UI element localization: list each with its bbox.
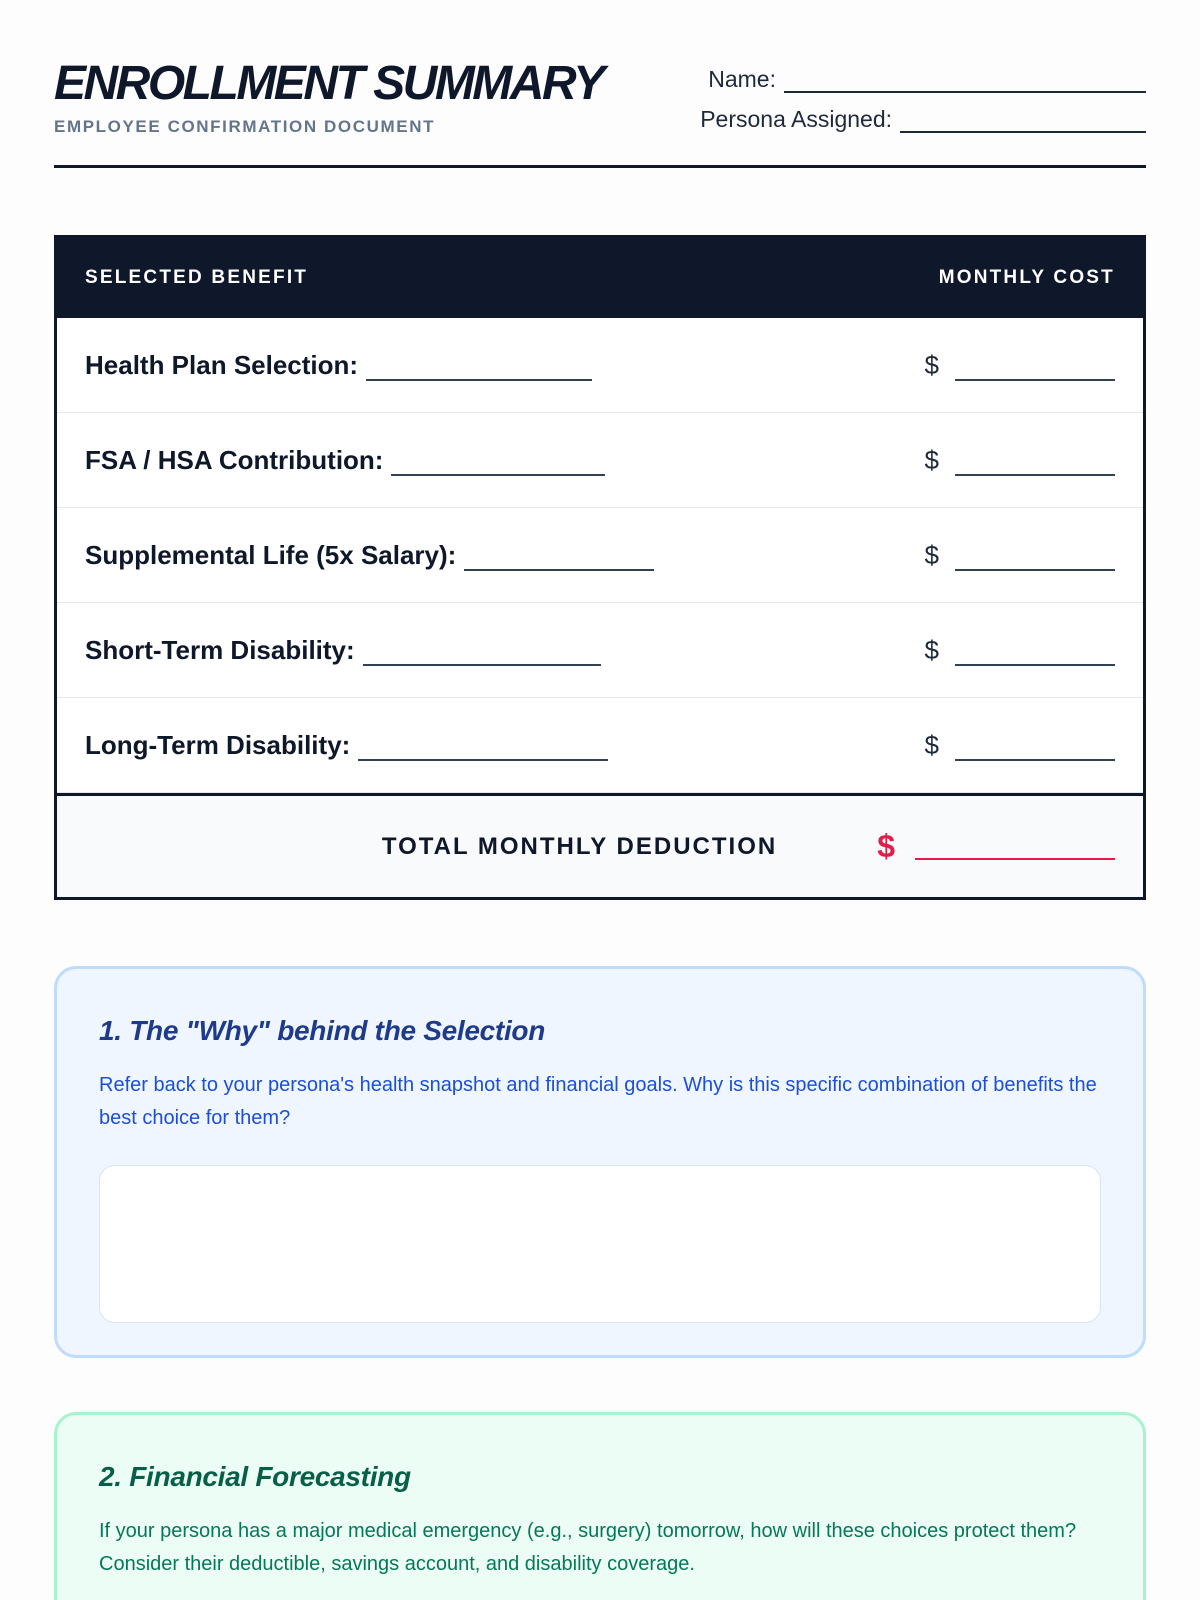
table-row — [57, 318, 1143, 413]
document-header — [54, 0, 1146, 168]
dollar-sign: $ — [924, 729, 939, 760]
dollar-sign: $ — [924, 634, 939, 665]
financial-forecasting-prompt: If your persona has a major medical emergency (e.g., surgery) tomorrow, how will these choices protect them? Consider their deductible, savings account, and disability coverage. — [99, 1520, 1077, 1575]
dollar-sign: $ — [924, 444, 939, 475]
benefit-cell — [85, 635, 601, 666]
financial-forecasting-card — [54, 1412, 1146, 1600]
why-selection-prompt: Refer back to your persona's health snapshot and financial goals. Why is this specific combination of benefits the best choice for them? — [99, 1074, 1097, 1129]
benefit-label: Long-Term Disability: — [85, 729, 351, 760]
cost-cell — [925, 540, 1115, 571]
benefit-selection-field[interactable] — [366, 359, 592, 381]
column-header-cost: MONTHLY COST — [938, 267, 1115, 288]
benefit-cell — [85, 730, 608, 761]
benefit-selection-field[interactable] — [358, 739, 608, 761]
benefit-cell — [85, 540, 654, 571]
monthly-cost-field[interactable] — [955, 739, 1115, 761]
benefit-selection-field[interactable] — [363, 644, 601, 666]
monthly-cost-field[interactable] — [955, 454, 1115, 476]
benefit-label: Short-Term Disability: — [85, 634, 355, 665]
financial-forecasting-title: 2. Financial Forecasting — [99, 1461, 411, 1492]
table-row — [57, 413, 1143, 508]
monthly-cost-field[interactable] — [955, 644, 1115, 666]
total-row — [57, 793, 1143, 897]
benefit-selection-field[interactable] — [391, 454, 605, 476]
benefit-label: FSA / HSA Contribution: — [85, 444, 384, 475]
benefit-cell — [85, 350, 592, 381]
enrollment-summary-page — [54, 0, 1146, 1575]
header-divider — [54, 165, 1146, 168]
column-header-benefit: SELECTED BENEFIT — [85, 267, 309, 288]
why-selection-title: 1. The "Why" behind the Selection — [99, 1015, 546, 1046]
benefit-label: Supplemental Life (5x Salary): — [85, 539, 457, 570]
table-header — [57, 238, 1143, 318]
benefits-table — [54, 235, 1146, 900]
name-field[interactable] — [784, 69, 1146, 93]
why-selection-card — [54, 966, 1146, 1358]
page-title: ENROLLMENT SUMMARY — [54, 57, 603, 110]
benefit-selection-field[interactable] — [464, 549, 654, 571]
dollar-sign: $ — [924, 539, 939, 570]
name-line — [708, 66, 1146, 93]
persona-label: Persona Assigned: — [700, 106, 892, 132]
cost-cell — [925, 445, 1115, 476]
persona-line — [700, 106, 1146, 133]
benefit-label: Health Plan Selection: — [85, 349, 359, 380]
total-label: TOTAL MONTHLY DEDUCTION — [381, 832, 778, 860]
name-label: Name: — [708, 66, 776, 92]
monthly-cost-field[interactable] — [955, 549, 1115, 571]
table-row — [57, 603, 1143, 698]
persona-field[interactable] — [900, 109, 1146, 133]
table-row — [57, 508, 1143, 603]
dollar-sign: $ — [924, 349, 939, 380]
monthly-cost-field[interactable] — [955, 359, 1115, 381]
cost-cell — [925, 635, 1115, 666]
why-selection-answer-box[interactable] — [99, 1165, 1101, 1323]
cost-cell — [925, 350, 1115, 381]
total-dollar-sign: $ — [877, 828, 895, 864]
page-subtitle: EMPLOYEE CONFIRMATION DOCUMENT — [54, 117, 436, 136]
cost-cell — [925, 730, 1115, 761]
table-row — [57, 698, 1143, 793]
total-deduction-field[interactable] — [915, 834, 1115, 860]
benefit-cell — [85, 445, 605, 476]
